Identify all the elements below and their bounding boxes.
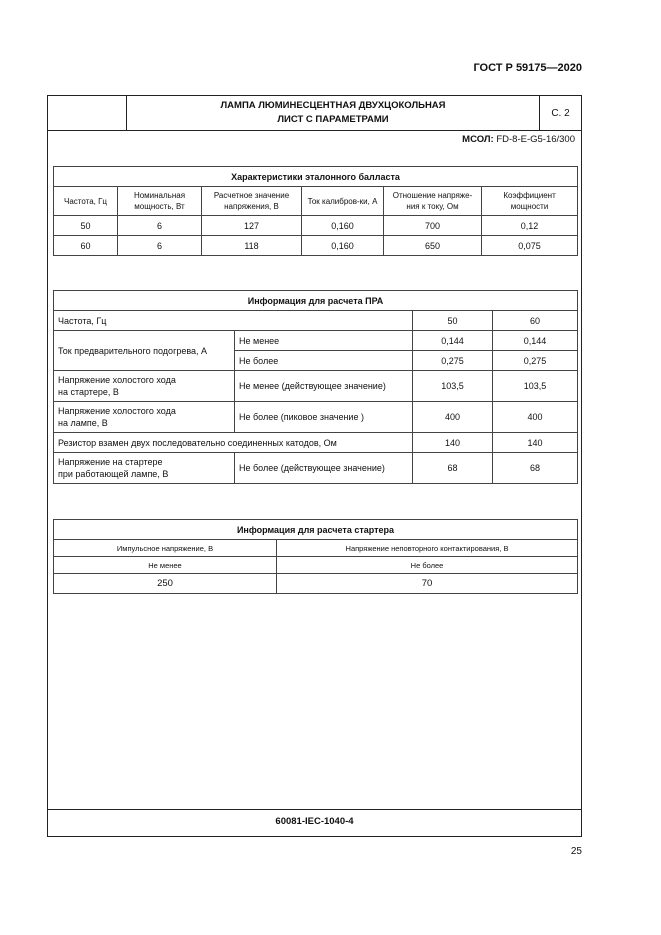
- table-cell: Не более (действующее значение): [235, 453, 413, 484]
- table-cell: [54, 453, 235, 484]
- table-cell: 68: [413, 453, 493, 484]
- table-cell: 700: [384, 216, 482, 236]
- table-cell: 103,5: [413, 371, 493, 402]
- column-header: Напряжение неповторного контактирования, В: [277, 540, 578, 557]
- column-header: Расчетное значение напряжения, В: [202, 187, 302, 216]
- sheet-title-line1: ЛАМПА ЛЮМИНЕСЦЕНТНАЯ ДВУХЦОКОЛЬНАЯ: [220, 100, 446, 111]
- table-cell: [54, 371, 235, 402]
- label-line: Напряжение холостого хода: [58, 375, 176, 385]
- table-cell: Не более: [235, 351, 413, 371]
- table-row: [54, 574, 578, 594]
- sheet-title: [127, 96, 540, 131]
- mcol-designation: [462, 134, 575, 145]
- label-line: Напряжение на стартере: [58, 457, 163, 467]
- table-cell: 0,144: [493, 331, 578, 351]
- column-header: Отношение напряже-ния к току, Ом: [384, 187, 482, 216]
- document-code: ГОСТ Р 59175—2020: [473, 62, 582, 74]
- table-cell: 60: [493, 311, 578, 331]
- footer-divider: [48, 809, 581, 810]
- pra-table-title: Информация для расчета ПРА: [54, 291, 578, 311]
- table-cell: Ток предварительного подогрева, А: [54, 331, 235, 371]
- sheet-number: С. 2: [540, 96, 581, 131]
- label-line: Напряжение холостого хода: [58, 406, 176, 416]
- table-row: [54, 540, 578, 557]
- pra-table: [53, 290, 578, 484]
- table-cell: 50: [54, 216, 118, 236]
- page-number: 25: [570, 846, 582, 857]
- ballast-table: [53, 166, 578, 256]
- table-cell: 400: [413, 402, 493, 433]
- table-cell: 0,144: [413, 331, 493, 351]
- table-cell: 118: [202, 236, 302, 256]
- table-cell: 0,160: [302, 216, 384, 236]
- table-cell: Не менее: [54, 557, 277, 574]
- table-row: [54, 331, 578, 351]
- ballast-table-title: Характеристики эталонного балласта: [54, 167, 578, 187]
- table-cell: Не более: [277, 557, 578, 574]
- starter-table-title: Информация для расчета стартера: [54, 520, 578, 540]
- header-left-cell: [48, 96, 127, 131]
- table-cell: 60: [54, 236, 118, 256]
- table-cell: 0,275: [413, 351, 493, 371]
- table-cell: [54, 402, 235, 433]
- table-cell: Не более (пиковое значение ): [235, 402, 413, 433]
- label-line: на стартере, В: [58, 387, 119, 397]
- footer-code: 60081-IEC-1040-4: [275, 816, 354, 827]
- label-line: на лампе, В: [58, 418, 108, 428]
- table-cell: 0,160: [302, 236, 384, 256]
- table-cell: 250: [54, 574, 277, 594]
- table-row: [54, 311, 578, 331]
- label-line: при работающей лампе, В: [58, 469, 169, 479]
- table-cell: 0,275: [493, 351, 578, 371]
- table-cell: 6: [118, 216, 202, 236]
- table-cell: 140: [493, 433, 578, 453]
- column-header: Частота, Гц: [54, 187, 118, 216]
- table-cell: 650: [384, 236, 482, 256]
- table-cell: 400: [493, 402, 578, 433]
- table-cell: Резистор взамен двух последовательно соединенных катодов, Ом: [54, 433, 413, 453]
- column-header: Коэффициент мощности: [482, 187, 578, 216]
- mcol-value: FD-8-E-G5-16/300: [496, 134, 575, 145]
- table-cell: 0,12: [482, 216, 578, 236]
- table-row: [54, 557, 578, 574]
- table-cell: 140: [413, 433, 493, 453]
- table-row: [54, 236, 578, 256]
- table-cell: 68: [493, 453, 578, 484]
- table-cell: 70: [277, 574, 578, 594]
- table-cell: Частота, Гц: [54, 311, 413, 331]
- table-cell: 127: [202, 216, 302, 236]
- ballast-header-row: [54, 187, 578, 216]
- table-row: [54, 216, 578, 236]
- column-header: Номинальная мощность, Вт: [118, 187, 202, 216]
- table-cell: 103,5: [493, 371, 578, 402]
- column-header: Импульсное напряжение, В: [54, 540, 277, 557]
- table-row: [54, 371, 578, 402]
- sheet-title-line2: ЛИСТ С ПАРАМЕТРАМИ: [277, 114, 389, 125]
- table-row: [54, 402, 578, 433]
- table-cell: 6: [118, 236, 202, 256]
- column-header: Ток калибров-ки, А: [302, 187, 384, 216]
- table-cell: Не менее (действующее значение): [235, 371, 413, 402]
- table-row: [54, 433, 578, 453]
- starter-table: [53, 519, 578, 594]
- table-cell: Не менее: [235, 331, 413, 351]
- table-cell: 50: [413, 311, 493, 331]
- table-row: [54, 453, 578, 484]
- mcol-label: МСОЛ:: [462, 134, 494, 145]
- table-cell: 0,075: [482, 236, 578, 256]
